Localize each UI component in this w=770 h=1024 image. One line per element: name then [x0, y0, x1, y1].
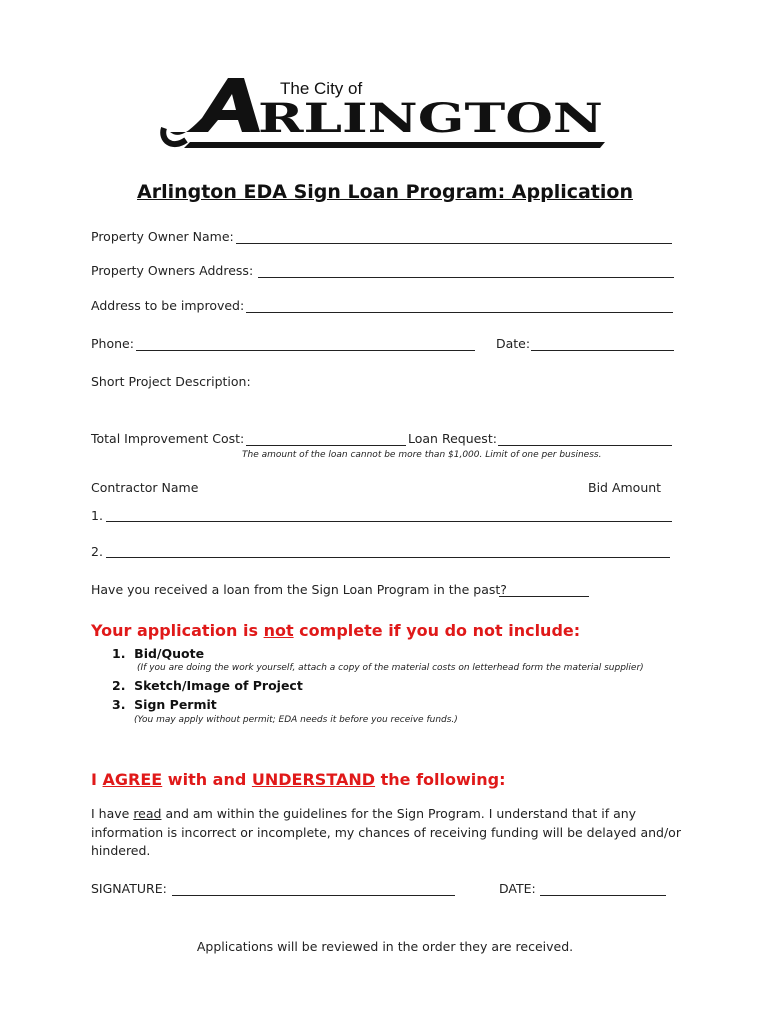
requirement-item: 1. Bid/Quote [112, 646, 205, 661]
signature-date-field[interactable] [540, 895, 666, 896]
loan-request-field[interactable] [498, 445, 672, 446]
signature-date-label: DATE: [499, 881, 536, 896]
city-logo [160, 70, 610, 160]
requirement-item: 3. Sign Permit [112, 697, 217, 712]
phone-field[interactable] [136, 350, 475, 351]
page-title: Arlington EDA Sign Loan Program: Application [137, 181, 633, 203]
signature-label: SIGNATURE: [91, 881, 167, 896]
past-loan-question: Have you received a loan from the Sign Loan Program in the past? [91, 582, 507, 597]
logo-line2: RLINGTON [258, 95, 603, 142]
contractor-row-2-field[interactable] [106, 557, 670, 558]
loan-request-label: Loan Request: [408, 431, 497, 446]
loan-limit-note: The amount of the loan cannot be more than $1,000. Limit of one per business. [242, 450, 602, 460]
requirement-item: 2. Sketch/Image of Project [112, 678, 303, 693]
owner-name-field[interactable] [236, 243, 672, 244]
owner-name-label: Property Owner Name: [91, 229, 234, 244]
agreement-heading: I AGREE with and UNDERSTAND the following: [91, 770, 506, 789]
signature-field[interactable] [172, 895, 455, 896]
logo-underline-icon [184, 142, 605, 148]
bid-quote-note: (If you are doing the work yourself, attach a copy of the material costs on letterhead form the material supplier) [137, 663, 644, 673]
owner-address-field[interactable] [258, 277, 674, 278]
contractor-name-header: Contractor Name [91, 480, 199, 495]
total-cost-field[interactable] [246, 445, 406, 446]
past-loan-answer-field[interactable] [499, 596, 589, 597]
phone-label: Phone: [91, 336, 134, 351]
logo-line1: The City of [280, 79, 363, 98]
improve-address-label: Address to be improved: [91, 298, 245, 313]
date-field[interactable] [531, 350, 674, 351]
contractor-row-1-field[interactable] [106, 521, 672, 522]
sign-permit-note: (You may apply without permit; EDA needs it before you receive funds.) [134, 715, 458, 725]
contractor-row-1-number: 1. [91, 508, 103, 523]
requirements-heading: Your application is not complete if you do not include: [91, 621, 581, 640]
bid-amount-header: Bid Amount [588, 480, 662, 495]
footer-note: Applications will be reviewed in the order they are received. [196, 939, 574, 954]
agreement-text: I have read and am within the guidelines for the Sign Program. I understand that if any information is incorrect or incomplete, my chances of receiving funding will be delayed and/or hindered. [91, 806, 681, 858]
description-label: Short Project Description: [91, 374, 251, 389]
contractor-row-2-number: 2. [91, 544, 103, 559]
improve-address-field[interactable] [246, 312, 673, 313]
owner-address-label: Property Owners Address: [91, 263, 254, 278]
total-cost-label: Total Improvement Cost: [91, 431, 245, 446]
logo-a-swash-icon [170, 78, 260, 135]
date-label: Date: [496, 336, 531, 351]
